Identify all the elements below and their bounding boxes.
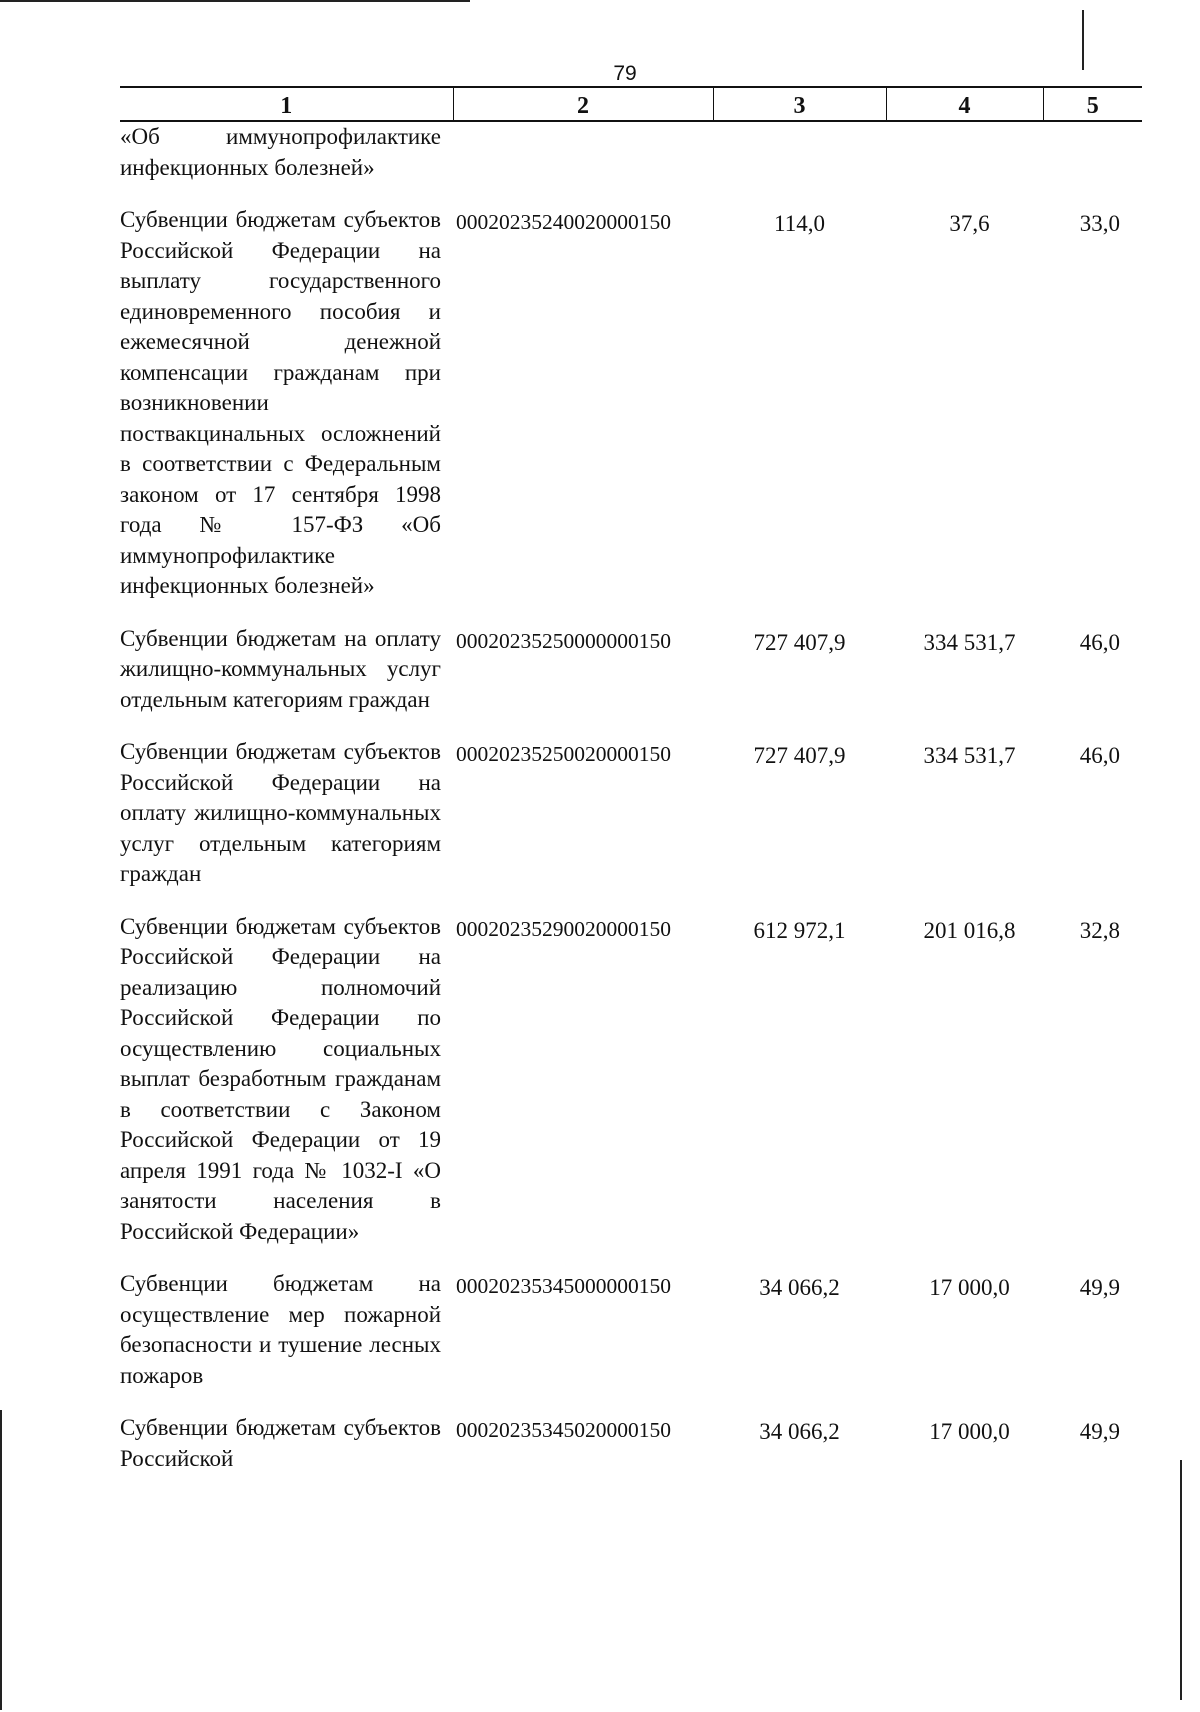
row-value-col4: 334 531,7 [923,743,1016,768]
row-value-col3: 114,0 [774,211,825,236]
row-value-col3: 34 066,2 [759,1419,840,1444]
row-value-col4: 17 000,0 [929,1419,1010,1444]
row-value-col5: 49,9 [1079,1275,1120,1300]
row-value-col4: 17 000,0 [929,1275,1010,1300]
table-row [120,1269,1142,1413]
row-name: Субвенции бюджетам на оплату жилищно-коммунальных услуг отдельным категориям граждан [120,625,441,712]
row-name: Субвенции бюджетам на осуществление мер пожарной безопасности и тушение лесных пожаров [120,1271,441,1388]
row-value-col3 [713,121,886,205]
column-header-1: 1 [120,87,453,121]
column-header-5: 5 [1043,87,1142,121]
scan-edge-mark [1180,1460,1182,1700]
row-value-col5: 32,8 [1079,917,1120,943]
row-name: Субвенции бюджетам субъектов Российской Федерации на выплату государственного единовременного пособия и ежемесячной денежной компенсации гражданам при возникновении поствакцинальных осложнений в соответствии с Федеральным законом от 17 сентября 1998 года № 157-ФЗ «Об иммунопрофилактике инфекционных болезней» [120,207,441,598]
row-value-col5: 46,0 [1079,629,1120,655]
row-code: 00020235290020000150 [456,916,671,941]
row-name: Субвенции бюджетам субъектов Российской Федерации на реализацию полномочий Российской Федерации по осуществлению социальных выплат безработным гражданам в соответствии с Законом Российской Федерации от 19 апреля 1991 года № 1032-I «О занятости населения в Российской Федерации» [120,913,441,1244]
row-value-col4 [886,121,1043,205]
scan-edge-mark [0,1410,2,1710]
row-name: «Об иммунопрофилактике инфекционных болезней» [120,124,441,180]
row-code: 00020235250000000150 [456,628,671,653]
table-row [120,737,1142,912]
row-value-col5: 49,9 [1079,1419,1120,1444]
row-value-col3: 727 407,9 [753,629,846,655]
table-row [120,912,1142,1270]
row-code: 00020235345000000150 [456,1274,671,1298]
row-value-col3: 34 066,2 [759,1275,840,1300]
row-value-col4: 334 531,7 [923,629,1016,655]
column-header-3: 3 [713,87,886,121]
column-header-2: 2 [453,87,713,121]
row-value-col5: 33,0 [1079,211,1120,236]
row-code: 00020235250020000150 [456,742,671,766]
scan-edge-mark [0,0,470,2]
table-row [120,1413,1142,1496]
table-header-row [120,87,1142,121]
row-code: 00020235345020000150 [456,1418,671,1442]
row-code: 00020235240020000150 [456,210,671,234]
row-code [453,121,713,205]
row-name: Субвенции бюджетам субъектов Российской Федерации на оплату жилищно-коммунальных услуг отдельным категориям граждан [120,739,441,886]
row-value-col3: 727 407,9 [753,743,846,768]
row-name: Субвенции бюджетам субъектов Российской [120,1415,441,1471]
row-value-col3: 612 972,1 [753,917,846,943]
table-row [120,121,1142,205]
column-header-4: 4 [886,87,1043,121]
budget-table [120,86,1142,1496]
page-number: 79 [613,62,637,85]
row-value-col4: 201 016,8 [923,917,1016,943]
row-value-col5 [1043,121,1142,205]
scan-edge-mark [1082,10,1084,70]
table-row [120,624,1142,738]
row-value-col4: 37,6 [949,211,990,236]
table-row [120,205,1142,624]
row-value-col5: 46,0 [1079,743,1120,768]
